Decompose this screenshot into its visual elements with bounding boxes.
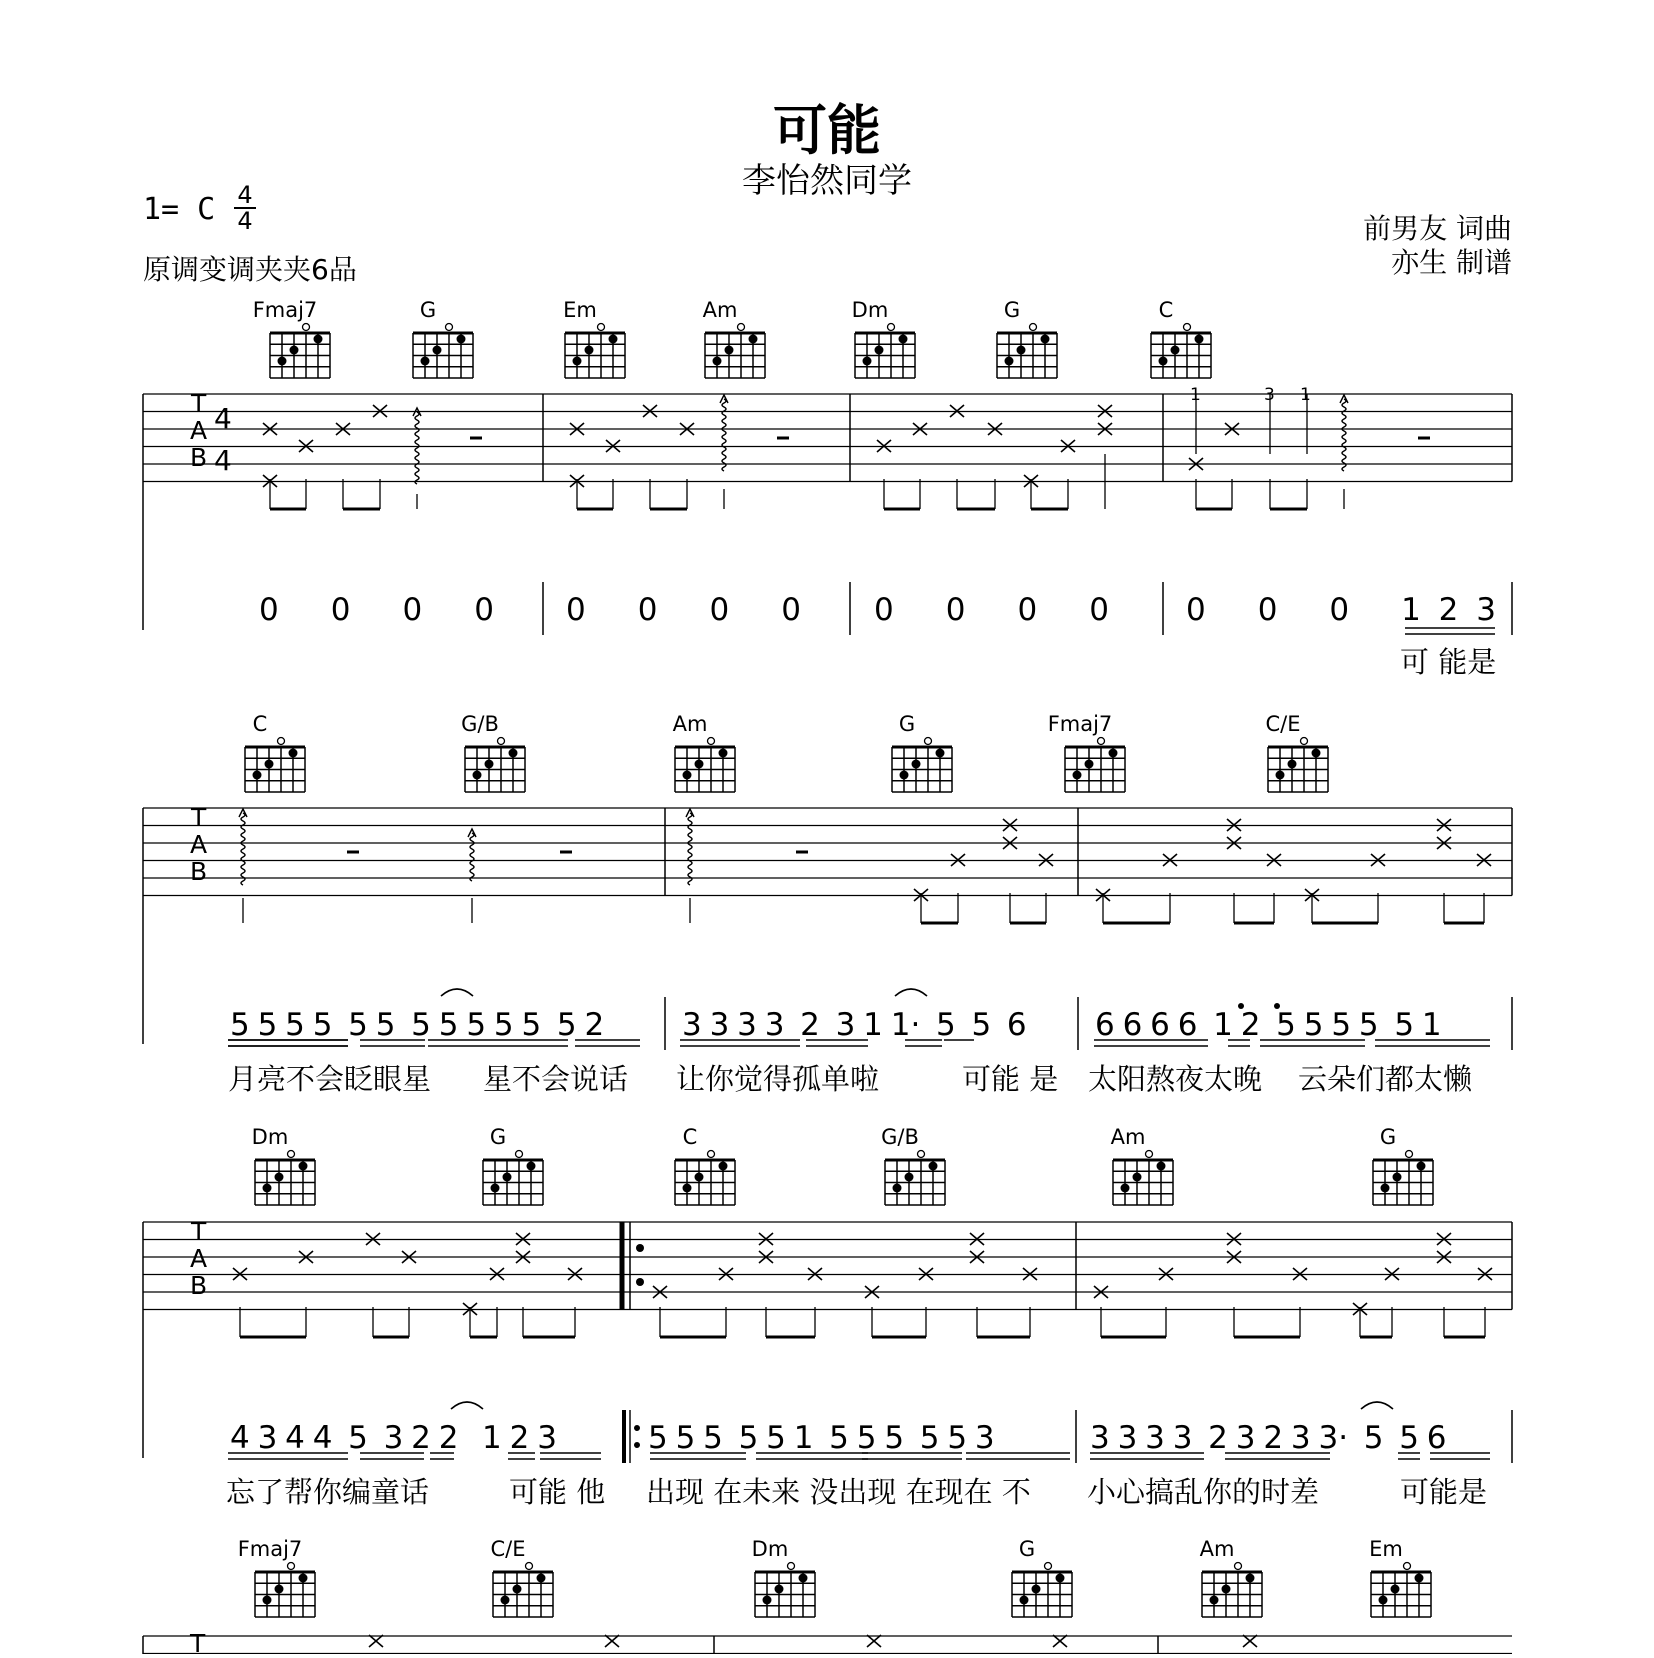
tab-label-b: B [190, 443, 208, 472]
tab-label-t: T [190, 389, 207, 418]
open-string [1184, 324, 1191, 331]
lyric: 月亮不会眨眼星 [228, 1062, 432, 1096]
chord-name: Dm [851, 298, 889, 322]
finger-dot [275, 1173, 284, 1182]
open-string [925, 738, 932, 745]
finger-dot [501, 1596, 510, 1605]
chord-grid [1151, 324, 1211, 379]
lyric: 云朵们都太懒 [1298, 1062, 1473, 1096]
chord-grid [675, 738, 735, 793]
repeat-dot [634, 1425, 640, 1431]
finger-dot [929, 1162, 938, 1171]
finger-dot [1415, 1574, 1424, 1583]
credit-transcriber: 亦生 制谱 [1391, 246, 1512, 279]
finger-dot [1210, 1596, 1219, 1605]
finger-dot [263, 1184, 272, 1193]
chord-grid [565, 324, 625, 379]
finger-dot [299, 1162, 308, 1171]
tie [1361, 1402, 1393, 1409]
tab-label-a: A [190, 416, 208, 445]
finger-dot [1393, 1173, 1402, 1182]
jianpu-measure [566, 592, 801, 628]
open-string [708, 738, 715, 745]
chord-grid [1065, 738, 1125, 793]
finger-dot [275, 1585, 284, 1594]
jianpu-measure: 4 3 4 4 5 3 2 2 1 2 3 [230, 1420, 557, 1456]
tab-time-signature [214, 398, 232, 482]
tab-time-bottom: 4 [214, 444, 232, 477]
arpeggio [470, 833, 474, 881]
jianpu-note: 0 [945, 592, 966, 628]
finger-dot [1056, 1574, 1065, 1583]
finger-dot [1312, 749, 1321, 758]
chord-grid [413, 324, 473, 379]
finger-dot [1222, 1585, 1231, 1594]
chord-name: Fmaj7 [1047, 712, 1113, 736]
finger-mark: 1 [1190, 385, 1201, 405]
jianpu-measure [1186, 592, 1500, 628]
tab-label [190, 390, 207, 471]
lyric: 可能是 [1400, 1475, 1488, 1509]
finger-dot [263, 1596, 272, 1605]
chord-name: Dm [251, 1125, 289, 1149]
open-string [738, 324, 745, 331]
jianpu-measure: 6 6 6 6 1 2 5 5 5 5 5 1 [1095, 1007, 1442, 1043]
open-string [303, 324, 310, 331]
finger-dot [1417, 1162, 1426, 1171]
tab-x-mark [1243, 1635, 1257, 1647]
time-sig-bottom: 4 [237, 207, 253, 235]
chord-grid [892, 738, 952, 793]
song-title: 可能 [773, 99, 881, 162]
finger-dot [290, 346, 299, 355]
finger-dot [1017, 346, 1026, 355]
finger-dot [899, 335, 908, 344]
finger-dot [863, 357, 872, 366]
tab-label-t: T [190, 1629, 206, 1658]
jianpu-note: 0 [402, 592, 423, 628]
finger-dot [509, 749, 518, 758]
jianpu-note: 0 [1186, 592, 1206, 628]
jianpu-note: 0 [259, 592, 279, 628]
finger-dot [1276, 771, 1285, 780]
open-string [1235, 1563, 1242, 1570]
finger-dot [1133, 1173, 1142, 1182]
tab-x-mark [605, 1635, 619, 1647]
jianpu-note: 0 [474, 592, 494, 628]
finger-mark: 3 [1264, 385, 1275, 405]
lyric: 小心搞乱你的时差 [1087, 1475, 1320, 1509]
finger-dot [1109, 749, 1118, 758]
jianpu-measure [259, 592, 494, 628]
chord-grid [1371, 1563, 1431, 1618]
arpeggio [688, 813, 692, 885]
chord-grid [493, 1563, 553, 1618]
finger-dot [421, 357, 430, 366]
finger-dot [1159, 357, 1168, 366]
open-string [918, 1151, 925, 1158]
chord-name: G [1003, 298, 1021, 322]
finger-dot [585, 346, 594, 355]
chord-name: G [1018, 1537, 1036, 1561]
tab-x-mark [369, 1635, 383, 1647]
finger-dot [1195, 335, 1204, 344]
repeat-dot [634, 1442, 640, 1448]
finger-dot [725, 346, 734, 355]
finger-dot [314, 335, 323, 344]
tab-label-b: B [190, 857, 208, 886]
chord-name: C/E [1265, 712, 1301, 736]
chord-name: Am [1110, 1125, 1146, 1149]
chord-name: Fmaj7 [237, 1537, 303, 1561]
open-string [598, 324, 605, 331]
time-sig-top: 4 [237, 181, 253, 209]
open-string [516, 1151, 523, 1158]
finger-dot [1157, 1162, 1166, 1171]
jianpu-note: 1 2 3 [1401, 592, 1500, 628]
finger-dot [473, 771, 482, 780]
chord-name: G [419, 298, 437, 322]
finger-dot [1288, 760, 1297, 769]
open-string [446, 324, 453, 331]
arpeggio [1342, 399, 1346, 471]
credit-lyrics: 前男友 词曲 [1363, 212, 1512, 245]
open-string [288, 1563, 295, 1570]
finger-dot [875, 346, 884, 355]
chord-grid [1268, 738, 1328, 793]
finger-dot [491, 1184, 500, 1193]
finger-dot [299, 1574, 308, 1583]
lyric: 让你觉得孤单啦 [676, 1062, 880, 1096]
open-string [526, 1563, 533, 1570]
chord-name: C [252, 712, 268, 736]
lyric: 星不会说话 [483, 1062, 629, 1096]
tab-label-t: T [190, 803, 207, 832]
jianpu-note: 0 [874, 592, 894, 628]
finger-dot [1121, 1184, 1130, 1193]
tie [441, 989, 473, 996]
open-string [288, 1151, 295, 1158]
tie [895, 989, 927, 996]
jianpu-measure: 3 3 3 3 2 3 2 3 3· 5 5 6 [1090, 1420, 1447, 1456]
tie [451, 1402, 483, 1409]
finger-dot [936, 749, 945, 758]
chord-grid [997, 324, 1057, 379]
finger-dot [1020, 1596, 1029, 1605]
jianpu-measure: 5 5 5 5 5 5 5 5 5 5 5 5 2 [230, 1007, 605, 1043]
tab-time-top: 4 [214, 402, 232, 435]
finger-mark: 1 [1300, 385, 1311, 405]
tab-staff [143, 1636, 1512, 1654]
tab-label-b: B [190, 1271, 208, 1300]
finger-dot [775, 1585, 784, 1594]
chord-name: Em [1369, 1537, 1403, 1561]
finger-dot [719, 1162, 728, 1171]
chord-grid [255, 1563, 315, 1618]
tab-label-a: A [190, 830, 208, 859]
chord-name: Fmaj7 [252, 298, 318, 322]
chord-name: C [682, 1125, 698, 1149]
jianpu-measure: 3 3 3 3 2 3 1 1· 5 5 6 [682, 1007, 1027, 1043]
finger-dot [573, 357, 582, 366]
open-string [1404, 1563, 1411, 1570]
finger-dot [1041, 335, 1050, 344]
tab-x-mark [867, 1635, 881, 1647]
chord-name: G/B [881, 1125, 919, 1149]
finger-dot [695, 760, 704, 769]
arpeggio [415, 412, 419, 484]
open-string [1146, 1151, 1153, 1158]
jianpu-note: 0 [637, 592, 658, 628]
jianpu-measure [874, 592, 1109, 628]
chord-grid [1012, 1563, 1072, 1618]
tab-label-a: A [190, 1244, 208, 1273]
chord-name: Am [702, 298, 738, 322]
chord-name: Em [563, 298, 597, 322]
finger-dot [1246, 1574, 1255, 1583]
chord-grid [465, 738, 525, 793]
chord-grid [483, 1151, 543, 1206]
finger-dot [485, 760, 494, 769]
lyric: 可能 是 [962, 1062, 1059, 1096]
finger-dot [719, 749, 728, 758]
chord-grid [245, 738, 305, 793]
finger-dot [265, 760, 274, 769]
open-string [278, 738, 285, 745]
chord-name: C/E [490, 1537, 526, 1561]
chord-name: Am [672, 712, 708, 736]
open-string [1301, 738, 1308, 745]
jianpu-measure: 5 5 5 5 5 1 5 5 5 5 5 3 [648, 1420, 995, 1456]
finger-dot [799, 1574, 808, 1583]
finger-dot [433, 346, 442, 355]
finger-dot [1379, 1596, 1388, 1605]
chord-name: Am [1199, 1537, 1235, 1561]
jianpu-note: 0 [566, 592, 586, 628]
lyric: 可 能是 [1400, 645, 1497, 679]
capo-note: 原调变调夹夹6品 [143, 253, 357, 286]
finger-dot [1073, 771, 1082, 780]
song-artist: 李怡然同学 [742, 161, 912, 201]
lyric: 忘了帮你编童话 [226, 1475, 430, 1509]
tab-label [190, 1218, 207, 1299]
jianpu-note: 0 [1257, 592, 1278, 628]
finger-dot [503, 1173, 512, 1182]
open-string [788, 1563, 795, 1570]
open-string [888, 324, 895, 331]
jianpu-note: 0 [709, 592, 730, 628]
finger-dot [695, 1173, 704, 1182]
finger-dot [893, 1184, 902, 1193]
finger-dot [905, 1173, 914, 1182]
finger-dot [513, 1585, 522, 1594]
tab-label-t: T [190, 1217, 207, 1246]
jianpu-note: 0 [781, 592, 801, 628]
chord-name: Dm [751, 1537, 789, 1561]
chord-name: G [898, 712, 916, 736]
finger-dot [1032, 1585, 1041, 1594]
key-signature: 1= C [143, 192, 216, 227]
chord-grid [705, 324, 765, 379]
finger-dot [1381, 1184, 1390, 1193]
open-string [1098, 738, 1105, 745]
chord-grid [1202, 1563, 1262, 1618]
open-string [1406, 1151, 1413, 1158]
lyric: 可能 他 [509, 1475, 606, 1509]
chord-name: G [489, 1125, 507, 1149]
finger-dot [289, 749, 298, 758]
jianpu-note: 0 [1329, 592, 1350, 628]
finger-dot [713, 357, 722, 366]
finger-dot [1391, 1585, 1400, 1594]
finger-dot [1171, 346, 1180, 355]
tab-label [190, 804, 207, 885]
chord-grid [855, 324, 915, 379]
chord-name: G [1379, 1125, 1397, 1149]
open-string [1030, 324, 1037, 331]
open-string [1045, 1563, 1052, 1570]
finger-dot [900, 771, 909, 780]
chord-grid [255, 1151, 315, 1206]
lyric: 出现 在未来 没出现 在现在 不 [646, 1475, 1031, 1509]
open-string [498, 738, 505, 745]
finger-dot [527, 1162, 536, 1171]
finger-dot [609, 335, 618, 344]
finger-dot [1085, 760, 1094, 769]
jianpu-note: 0 [330, 592, 351, 628]
chord-grid [270, 324, 330, 379]
jianpu-note: 0 [1089, 592, 1109, 628]
jianpu-note: 0 [1017, 592, 1038, 628]
finger-dot [683, 771, 692, 780]
finger-dot [457, 335, 466, 344]
arpeggio [722, 399, 726, 471]
chord-grid [755, 1563, 815, 1618]
chord-grid [1113, 1151, 1173, 1206]
chord-grid [675, 1151, 735, 1206]
finger-dot [537, 1574, 546, 1583]
finger-dot [278, 357, 287, 366]
arpeggio [241, 813, 245, 885]
chord-name: G/B [461, 712, 499, 736]
chord-grid [1373, 1151, 1433, 1206]
finger-dot [912, 760, 921, 769]
finger-dot [763, 1596, 772, 1605]
chord-grid [885, 1151, 945, 1206]
open-string [708, 1151, 715, 1158]
repeat-dot [636, 1244, 644, 1252]
finger-dot [683, 1184, 692, 1193]
finger-dot [1005, 357, 1014, 366]
lyric: 太阳熬夜太晚 [1088, 1062, 1263, 1096]
repeat-dot [636, 1278, 644, 1286]
chord-name: C [1158, 298, 1174, 322]
finger-dot [253, 771, 262, 780]
tab-x-mark [1053, 1635, 1067, 1647]
finger-dot [749, 335, 758, 344]
